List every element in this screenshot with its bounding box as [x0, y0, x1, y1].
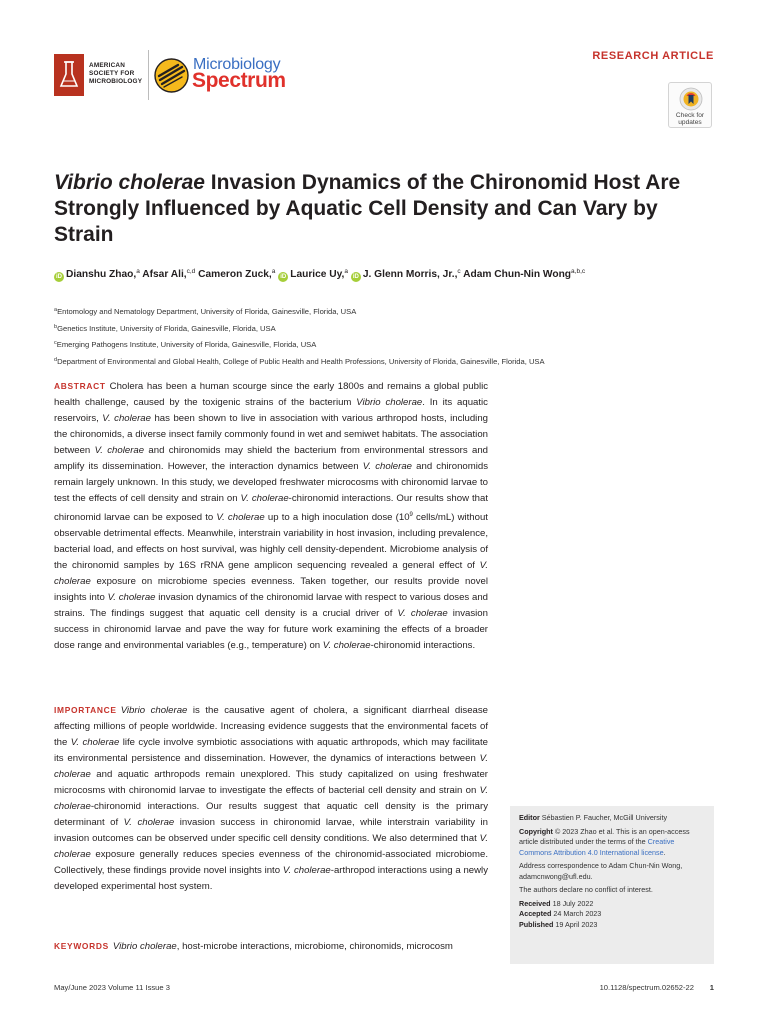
affiliation: $^a$Entomology and Nematology Department, University of Florida, Gainesville, Florida, USA [54, 307, 357, 316]
orcid-icon[interactable]: iD [352, 274, 359, 280]
abstract [54, 378, 488, 654]
journal-name-line1: Microbiology [193, 56, 281, 73]
author[interactable]: Afsar Ali,$^{c,d}$ [142, 268, 196, 280]
importance-heading: IMPORTANCE [54, 705, 117, 715]
importance [54, 702, 488, 895]
journal-name-line2: Spectrum [192, 69, 286, 92]
author[interactable]: iD J. Glenn Morris, Jr.,$^c$ [352, 268, 461, 280]
asm-logo[interactable] [54, 54, 150, 98]
article-title [54, 170, 714, 248]
society-name: AMERICAN SOCIETY FOR MICROBIOLOGY [89, 62, 143, 85]
flask-icon [54, 54, 84, 96]
correspondence-line: Address correspondence to Adam Chun-Nin Wong, adamcnwong@ufl.edu. [519, 861, 683, 881]
conflict-line: The authors declare no conflict of interest. [519, 885, 653, 894]
author[interactable]: Cameron Zuck,$^a$ [198, 268, 276, 280]
author-list [54, 268, 714, 282]
license-link[interactable]: Creative Commons Attribution 4.0 International license [519, 837, 675, 857]
article-info-box [510, 806, 714, 964]
page-number: 1 [709, 983, 714, 992]
importance-body: Vibrio cholerae is the causative agent of cholera, a significant diarrheal disease affecting millions of people worldwide. Increasing evidence suggests that the environmental facets of the V. cholerae life cycle involve symbiotic associations with aquatic arthropods, which may facilitate its environmental persistence and dissemination. However, the dynamics of interactions between V. cholerae and aquatic arthropods remain unexplored. This study capitalized on using freshwater microcosms with chironomid larvae to investigate the effects of bacterial cell density and strain on V. cholerae-chironomid interactions. Our results suggest that aquatic cell density is the primary determinant of V. cholerae invasion success in chironomid larvae, while interstrain variability in invasion outcomes can be observed under specific cell density conditions. We also determined that V. cholerae exposure generally reduces species evenness of the chironomid-associated microbiome. Collectively, these findings provide novel insights into V. cholerae-arthropod interactions using a newly developed experimental host system. [54, 705, 489, 892]
article-type: RESEARCH ARTICLE [592, 50, 714, 62]
dates: Received 18 July 2022 Accepted 24 March 2023 Published 19 April 2023 [519, 898, 602, 929]
affiliation: $^b$Genetics Institute, University of Florida, Gainesville, Florida, USA [54, 323, 276, 333]
author[interactable]: iD Dianshu Zhao,$^a$ [56, 268, 140, 280]
doi[interactable]: 10.1128/spectrum.02652-22 [599, 983, 694, 992]
author[interactable]: iD Laurice Uy,$^a$ [280, 268, 349, 280]
orcid-icon[interactable]: iD [280, 274, 287, 280]
title-species: Vibrio cholerae [54, 171, 205, 194]
abstract-heading: ABSTRACT [54, 381, 106, 391]
affiliation: $^d$Department of Environmental and Global Health, College of Public Health and Health Professions, University of Florida, Gainesville, Florida, USA [54, 356, 545, 366]
orcid-icon[interactable]: iD [56, 274, 62, 280]
check-updates-label: Check for updates [675, 112, 705, 126]
abstract-body: Cholera has been a human scourge since the early 1800s and remains a global public health challenge, caused by the toxigenic strains of the bacterium Vibrio cholerae. In its aquatic reservoirs, V. cholerae has been shown to live in association with various arthropod hosts, including the chironomids, a diverse insect family commonly found in wet and semiwet habitats. The association between V. cholerae and chironomids may shield the bacterium from environmental stressors and amplify its dissemination. However, the interaction dynamics between V. cholerae and chironomids remain largely unknown. In this study, we developed freshwater microcosms with chironomid larvae to test the effects of cell density and strain on V. cholerae-chironomid interactions. Our results show that chironomid larvae can be exposed to V. cholerae up to a high inoculation dose ($10^9$ cells/mL) without observable detrimental effects. Meanwhile, interstrain variability in host invasion, including prevalence, bacterial load, and effects on host survival, was highly cell density-dependent. Microbiome analysis of the chironomid samples by 16S rRNA gene amplicon sequencing revealed a general effect of V. cholerae exposure on microbiome species evenness. Taken together, our results provide novel insights into V. cholerae invasion dynamics of the chironomid larvae with respect to various doses and strains. The findings suggest that aquatic cell density is a crucial driver of V. cholerae invasion success in chironomid larvae and pave the way for future work examining the effects of a broader dose range and environmental variables (e.g., temperature) on V. cholerae-chironomid interactions. [54, 381, 489, 651]
keywords-heading: KEYWORDS [54, 941, 109, 951]
title-rest: Invasion Dynamics of the Chironomid Host Are Strongly Influenced by Aquatic Cell Density and Can Vary by Strain [54, 171, 681, 246]
editor-line: Editor Sébastien P. Faucher, McGill University [519, 813, 668, 822]
author[interactable]: Adam Chun-Nin Wong$^{a,b,c}$ [463, 268, 586, 280]
keywords [54, 938, 488, 955]
spectrum-emblem-icon [154, 58, 189, 93]
bookmark-icon [679, 87, 703, 111]
affiliations [54, 303, 714, 369]
journal-logo[interactable] [154, 53, 324, 99]
check-for-updates-button[interactable] [668, 82, 712, 128]
keywords-body: Vibrio cholerae, host-microbe interactions, microbiome, chironomids, microcosm [112, 941, 453, 952]
logo-divider [148, 50, 149, 100]
issue-info: May/June 2023 Volume 11 Issue 3 [54, 983, 170, 992]
copyright-line: Copyright © 2023 Zhao et al. This is an open-access article distributed under the terms of the Creative Commons Attribution 4.0 International license. [519, 826, 690, 857]
affiliation: $^c$Emerging Pathogens Institute, University of Florida, Gainesville, Florida, USA [54, 340, 317, 349]
